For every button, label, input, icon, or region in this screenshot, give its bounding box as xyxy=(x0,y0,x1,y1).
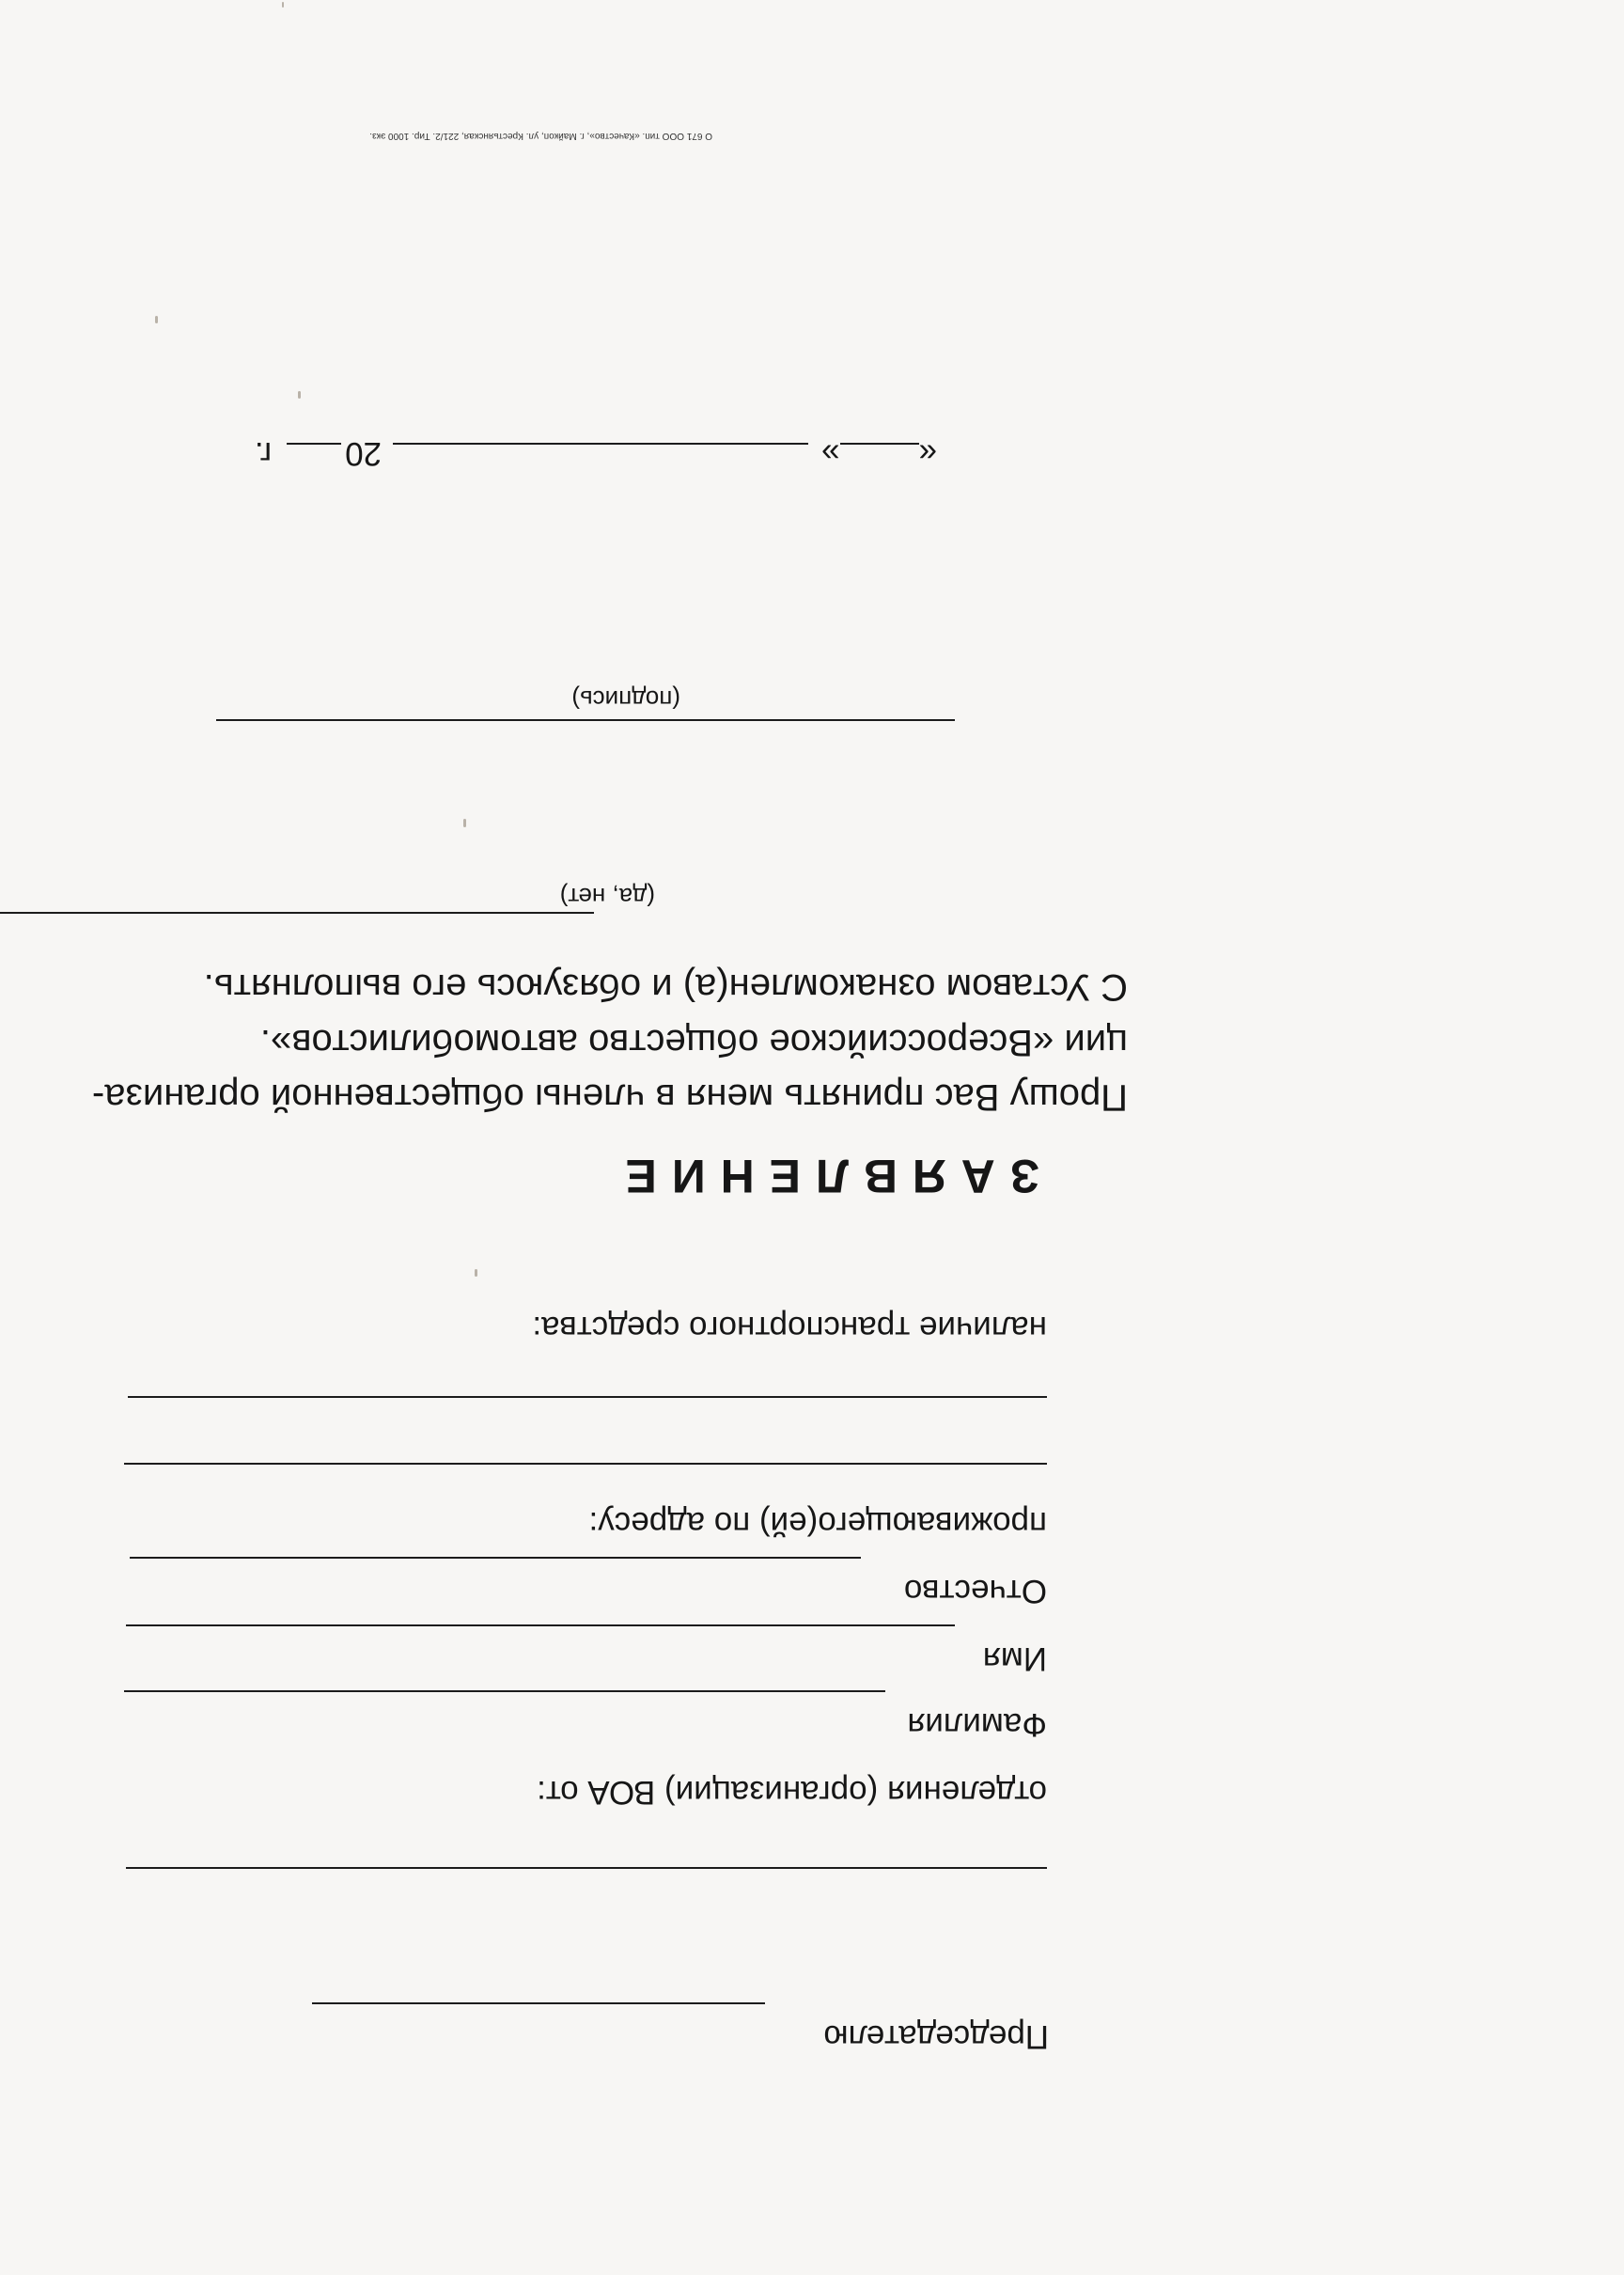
signature-hint: (подпись) xyxy=(571,685,680,714)
date-year-field[interactable] xyxy=(287,443,341,445)
surname-field-line[interactable] xyxy=(124,1690,885,1692)
request-text-line-3: С Уставом ознакомлен(а) и обязуюсь его выполнять. xyxy=(203,966,1128,1008)
addressee-extra-line[interactable] xyxy=(126,1867,1047,1869)
vehicle-yes-no-hint: (да, нет) xyxy=(559,883,655,911)
patronymic-label: Отчество xyxy=(903,1573,1047,1609)
vehicle-answer-line-real[interactable] xyxy=(0,912,594,914)
address-label: проживающего(ей) по адресу: xyxy=(588,1505,1047,1542)
request-text-line-2: ции «Всероссийское общество автомобилистов». xyxy=(259,1022,1128,1063)
name-field-line[interactable] xyxy=(126,1624,955,1626)
paper-speck xyxy=(463,819,466,827)
date-open-quote: « xyxy=(918,435,937,472)
form-title: З А Я В Л Е Н И Е xyxy=(624,1150,1039,1202)
surname-label: Фамилия xyxy=(907,1706,1047,1743)
printer-imprint: О 671 ООО тип. «Качество», г. Майкоп, ул. Крестьянская, 221/2. Тир. 1000 экз. xyxy=(369,131,712,141)
date-year-suffix: г. xyxy=(254,435,273,472)
paper-speck xyxy=(282,2,284,8)
paper-speck xyxy=(155,316,158,323)
patronymic-field-line[interactable] xyxy=(130,1557,861,1559)
signature-line[interactable] xyxy=(216,719,955,721)
request-text-line-1: Прошу Вас принять меня в члены общественной организа- xyxy=(91,1076,1128,1118)
paper-speck xyxy=(298,391,301,399)
name-label: Имя xyxy=(982,1640,1047,1677)
address-line-1[interactable] xyxy=(124,1463,1047,1465)
date-year-prefix: 20 xyxy=(345,435,383,472)
date-close-quote: » xyxy=(821,435,840,472)
date-month-field[interactable] xyxy=(393,443,808,445)
branch-from-label: отделения (организации) ВОА от: xyxy=(537,1774,1047,1811)
date-row xyxy=(255,437,937,470)
address-line-2[interactable] xyxy=(128,1396,1047,1398)
addressee-chairman-label: Председателю xyxy=(823,2018,1049,2055)
chairman-name-line[interactable] xyxy=(312,2002,765,2004)
date-day-field[interactable] xyxy=(840,443,919,445)
vehicle-label: наличие транспортного средства: xyxy=(532,1310,1047,1346)
paper-speck xyxy=(475,1269,477,1277)
